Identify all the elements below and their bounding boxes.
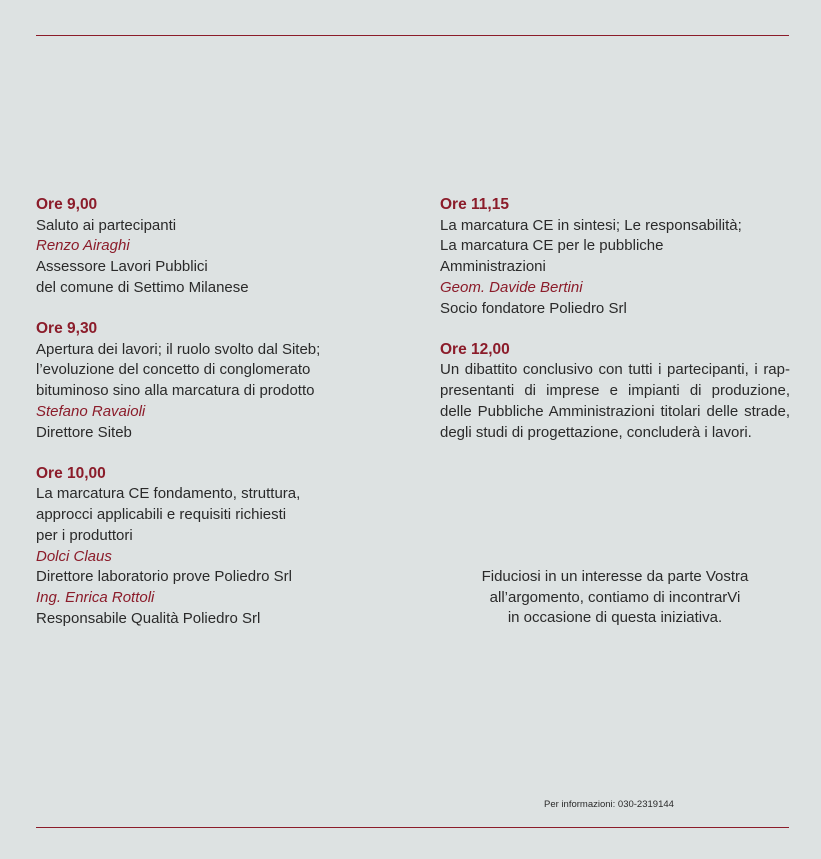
session-line: Apertura dei lavori; il ruolo svolto dal Siteb; — [36, 340, 321, 358]
top-divider — [36, 35, 789, 36]
session-block — [36, 464, 386, 630]
session-time: Ore 10,00 — [36, 464, 106, 482]
speaker-name: Ing. Enrica Rottoli — [36, 588, 155, 606]
session-line: l’evoluzione del concetto di conglomerato — [36, 361, 311, 379]
speaker-role: Responsabile Qualità Poliedro Srl — [36, 609, 261, 627]
session-line: approcci applicabili e requisiti richiesti — [36, 506, 287, 524]
speaker-role: Assessore Lavori Pubblici — [36, 258, 208, 276]
speaker-name: Stefano Ravaioli — [36, 402, 146, 420]
session-line: bituminoso sino alla marcatura di prodotto — [36, 382, 315, 400]
session-line: Saluto ai partecipanti — [36, 216, 177, 234]
session-block — [440, 340, 790, 444]
closing-note — [440, 567, 790, 629]
closing-line: all’argomento, contiamo di incontrarVi — [489, 588, 741, 606]
speaker-role: Direttore Siteb — [36, 423, 132, 441]
speaker-name: Geom. Davide Bertini — [440, 278, 583, 296]
session-line: per i produttori — [36, 526, 133, 544]
session-block — [36, 195, 386, 299]
session-time: Ore 12,00 — [440, 340, 510, 358]
session-line: La marcatura CE fondamento, struttura, — [36, 485, 301, 503]
closing-line: in occasione di questa iniziativa. — [507, 609, 723, 627]
speaker-role: Socio fondatore Poliedro Srl — [440, 299, 627, 317]
session-time: Ore 9,30 — [36, 320, 98, 338]
contact-info: Per informazioni: 030-2319144 — [544, 799, 674, 810]
session-block — [36, 319, 386, 443]
program-left-column — [36, 195, 386, 650]
session-paragraph: Un dibattito conclusivo con tutti i partecipanti, i rap-presentanti di imprese e impianti di produzione, delle Pubbliche Amministrazioni titolari delle strade, degli studi di progettazione, concluderà i lavori. — [440, 361, 790, 441]
session-time: Ore 11,15 — [440, 196, 509, 213]
program-right-column — [440, 195, 790, 464]
session-time: Ore 9,00 — [36, 196, 98, 213]
closing-line: Fiduciosi in un interesse da parte Vostra — [481, 568, 749, 585]
bottom-divider — [36, 827, 789, 828]
speaker-name: Dolci Claus — [36, 547, 112, 565]
session-line: Amministrazioni — [440, 258, 546, 276]
session-block — [440, 195, 790, 319]
speaker-role: del comune di Settimo Milanese — [36, 278, 249, 296]
session-line: La marcatura CE in sintesi; Le responsabilità; — [440, 216, 742, 234]
session-line: La marcatura CE per le pubbliche — [440, 237, 664, 255]
speaker-role: Direttore laboratorio prove Poliedro Srl — [36, 568, 292, 586]
speaker-name: Renzo Airaghi — [36, 237, 130, 255]
